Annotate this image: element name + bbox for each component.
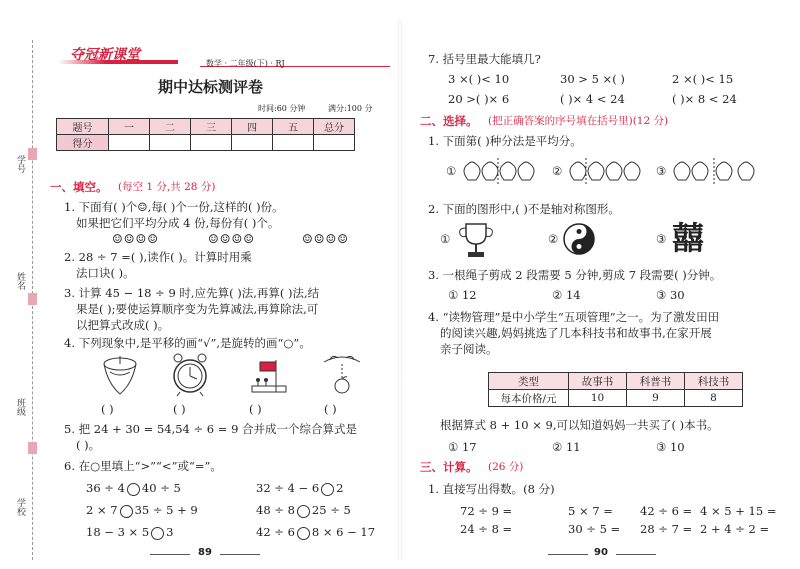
compare-circle[interactable] <box>321 483 334 496</box>
expression: 48 ÷ 8 <box>256 503 295 517</box>
binding-mark <box>28 442 37 454</box>
expression: 2 <box>336 481 344 495</box>
option-label: ① <box>440 232 451 246</box>
binding-label-school: 学校 <box>15 498 25 516</box>
expression: 32 ÷ 4 − 6 <box>256 481 320 495</box>
time-limit: 时间:60 分钟 <box>258 104 306 113</box>
expression: 3 <box>166 525 174 539</box>
option-label: ③ <box>656 164 667 178</box>
double-happiness-glyph: 囍 <box>672 219 705 257</box>
compare-row <box>86 481 181 496</box>
option-label: ② <box>548 232 559 246</box>
section2-heading: 二、选择。 <box>420 114 478 128</box>
falling-apple-icon <box>320 352 364 398</box>
c1-text: 1. 下面第( )种分法是平均分。 <box>428 134 582 148</box>
c2-text: 2. 下面的图形中,( )不是轴对称图形。 <box>428 202 620 216</box>
q4-answer-blank[interactable]: ( ) <box>101 402 114 416</box>
table-cell: 二 <box>150 119 191 135</box>
option-label: ③ <box>656 232 667 246</box>
q4-answer-blank[interactable]: ( ) <box>324 402 337 416</box>
q2-line1: 2. 28 ÷ 7 =( ),读作( )。计算时用乘 <box>64 250 252 264</box>
option-label: ② 11 <box>552 440 581 454</box>
compare-circle[interactable] <box>151 527 164 540</box>
compare-circle[interactable] <box>120 505 133 518</box>
expression: 42 ÷ 6 <box>256 525 295 539</box>
score-cell[interactable] <box>273 135 314 151</box>
score-cell[interactable] <box>150 135 191 151</box>
compare-circle[interactable] <box>127 483 140 496</box>
table-cell: 三 <box>191 119 232 135</box>
mental-math-item: 24 ÷ 8 = <box>460 522 513 536</box>
q4-text: 4. 下列现象中,是平移的画“√”,是旋转的画“○”。 <box>64 336 311 350</box>
binding-mark <box>28 148 37 160</box>
q7-item: ( )× 8 < 24 <box>672 92 737 106</box>
compare-circle[interactable] <box>297 505 310 518</box>
compare-row <box>256 503 351 518</box>
table-row <box>57 135 355 151</box>
expression: 36 ÷ 4 <box>86 481 125 495</box>
c4-question: 根据算式 8 + 10 × 9,可以知道妈妈一共买了( )本书。 <box>440 418 719 432</box>
footer-rule <box>616 554 656 555</box>
expression: 40 ÷ 5 <box>141 481 181 495</box>
q4-answer-blank[interactable]: ( ) <box>173 402 186 416</box>
mental-math-item: 42 ÷ 6 = <box>640 504 693 518</box>
section3-note: (26 分) <box>488 461 524 473</box>
mental-math-item: 4 × 5 + 15 = <box>700 504 777 518</box>
expression: 18 − 3 × 5 <box>86 525 150 539</box>
compare-row <box>256 525 375 540</box>
table-cell: 得分 <box>57 135 109 151</box>
compare-circle[interactable] <box>297 527 310 540</box>
option-label: ① <box>446 164 457 178</box>
q3-line2: 果是( );要使运算顺序变为先算减法,再算除法,可 <box>76 302 319 316</box>
table-cell: 10 <box>569 390 627 407</box>
q3-line3: 以把算式改成( )。 <box>76 318 170 332</box>
section3-heading: 三、计算。 <box>420 460 478 474</box>
c4-line2: 的阅读兴趣,妈妈挑选了几本科技书和故事书,在家开展 <box>440 326 712 340</box>
compare-row <box>86 525 174 540</box>
option-label: ③ 30 <box>656 288 685 302</box>
peach-group-icon <box>670 156 766 184</box>
q6-text: 6. 在○里填上“>”“<”或“=”。 <box>64 459 222 473</box>
section1-heading: 一、填空。 <box>50 180 108 194</box>
score-cell[interactable] <box>191 135 232 151</box>
peach-group-icon <box>460 156 540 184</box>
mental-math-item: 72 ÷ 9 = <box>460 504 513 518</box>
binding-label-name: 姓名 <box>15 272 25 290</box>
c4-line3: 亲子阅读。 <box>440 342 498 356</box>
section1-note: (每空 1 分,共 28 分) <box>118 181 216 193</box>
q5-line2: ( )。 <box>76 438 101 452</box>
smiley-faces-group: ☺☺☺☺ <box>302 232 350 246</box>
mental-math-item: 2 + 4 ÷ 2 = <box>700 522 770 536</box>
footer-rule <box>548 554 588 555</box>
table-cell: 科技书 <box>685 373 743 390</box>
table-cell: 题号 <box>57 119 109 135</box>
binding-mark <box>28 293 37 305</box>
q3-line1: 3. 计算 45 − 18 ÷ 9 时,应先算( )法,再算( )法,结 <box>64 286 320 300</box>
smiley-faces-group: ☺☺☺☺ <box>208 232 256 246</box>
flag-raising-icon <box>246 356 290 396</box>
score-cell[interactable] <box>109 135 150 151</box>
q7-item: 30 > 5 ×( ) <box>560 72 625 86</box>
q1-line2: 如果把它们平均分成 4 份,每份有( )个。 <box>76 216 280 230</box>
q7-item: 20 >( )× 6 <box>448 92 510 106</box>
footer-rule <box>150 554 190 555</box>
expression: 25 ÷ 5 <box>311 503 351 517</box>
option-label: ③ 10 <box>656 440 685 454</box>
table-cell: 类型 <box>489 373 569 390</box>
mental-math-item: 28 ÷ 7 = <box>640 522 693 536</box>
table-cell: 一 <box>109 119 150 135</box>
q1-line1: 1. 下面有( )个☺,每( )个一份,这样的( )份。 <box>64 200 284 214</box>
compare-row <box>256 481 344 496</box>
full-score: 满分:100 分 <box>328 104 373 113</box>
option-label: ① 17 <box>448 440 477 454</box>
binding-label-class: 班级 <box>15 398 25 416</box>
q4-answer-blank[interactable]: ( ) <box>249 402 262 416</box>
q7-text: 7. 括号里最大能填几? <box>428 52 541 66</box>
spinning-top-icon <box>100 354 140 398</box>
score-cell[interactable] <box>232 135 273 151</box>
option-label: ② <box>552 164 563 178</box>
page-number-right: 90 <box>594 547 608 558</box>
table-cell: 故事书 <box>569 373 627 390</box>
page-number-left: 89 <box>198 547 212 558</box>
expression: 2 × 7 <box>86 503 118 517</box>
table-row <box>489 390 743 407</box>
table-cell: 总分 <box>314 119 355 135</box>
alarm-clock-icon <box>170 352 210 398</box>
table-cell: 科普书 <box>627 373 685 390</box>
smiley-faces-group: ☺☺☺☺ <box>112 232 160 246</box>
q7-item: 2 ×( )< 15 <box>672 72 734 86</box>
table-cell: 9 <box>627 390 685 407</box>
table-cell: 8 <box>685 390 743 407</box>
peach-group-icon <box>566 156 646 184</box>
table-cell: 四 <box>232 119 273 135</box>
brand-logo: 夺冠新课堂 <box>70 47 140 63</box>
page-title: 期中达标测评卷 <box>158 78 264 96</box>
table-row <box>489 373 743 390</box>
trophy-icon <box>456 220 496 260</box>
q7-item: ( )× 4 < 24 <box>560 92 625 106</box>
binding-label-number: 学号 <box>15 155 25 173</box>
mental-math-item: 30 ÷ 5 = <box>568 522 621 536</box>
option-label: ② 14 <box>552 288 581 302</box>
section2-note: (把正确答案的序号填在括号里)(12 分) <box>488 115 669 127</box>
c3-text: 3. 一根绳子剪成 2 段需要 5 分钟,剪成 7 段需要( )分钟。 <box>428 268 722 282</box>
score-table <box>56 118 355 151</box>
score-cell[interactable] <box>314 135 355 151</box>
compare-row <box>86 503 198 518</box>
expression: 35 ÷ 5 + 9 <box>134 503 198 517</box>
c4-line1: 4. “读物管理”是中小学生“五项管理”之一。为了激发田田 <box>428 310 720 324</box>
mental-math-item: 5 × 7 = <box>568 504 613 518</box>
table-row <box>57 119 355 135</box>
table-cell: 每本价格/元 <box>489 390 569 407</box>
footer-rule <box>220 554 260 555</box>
price-table <box>488 372 743 407</box>
table-cell: 五 <box>273 119 314 135</box>
q5-line1: 5. 把 24 + 30 = 54,54 ÷ 6 = 9 合并成一个综合算式是 <box>64 422 358 436</box>
q2-line2: 法口诀( )。 <box>76 266 135 280</box>
page-gutter <box>398 20 402 560</box>
binding-strip <box>0 0 48 569</box>
expression: 8 × 6 − 17 <box>311 525 376 539</box>
yin-yang-icon <box>562 222 596 256</box>
option-label: ① 12 <box>448 288 477 302</box>
q7-item: 3 ×( )< 10 <box>448 72 510 86</box>
subject-label: 数学 · 二年级(下) · RJ <box>206 59 285 68</box>
d1-text: 1. 直接写出得数。(8 分) <box>428 482 555 496</box>
